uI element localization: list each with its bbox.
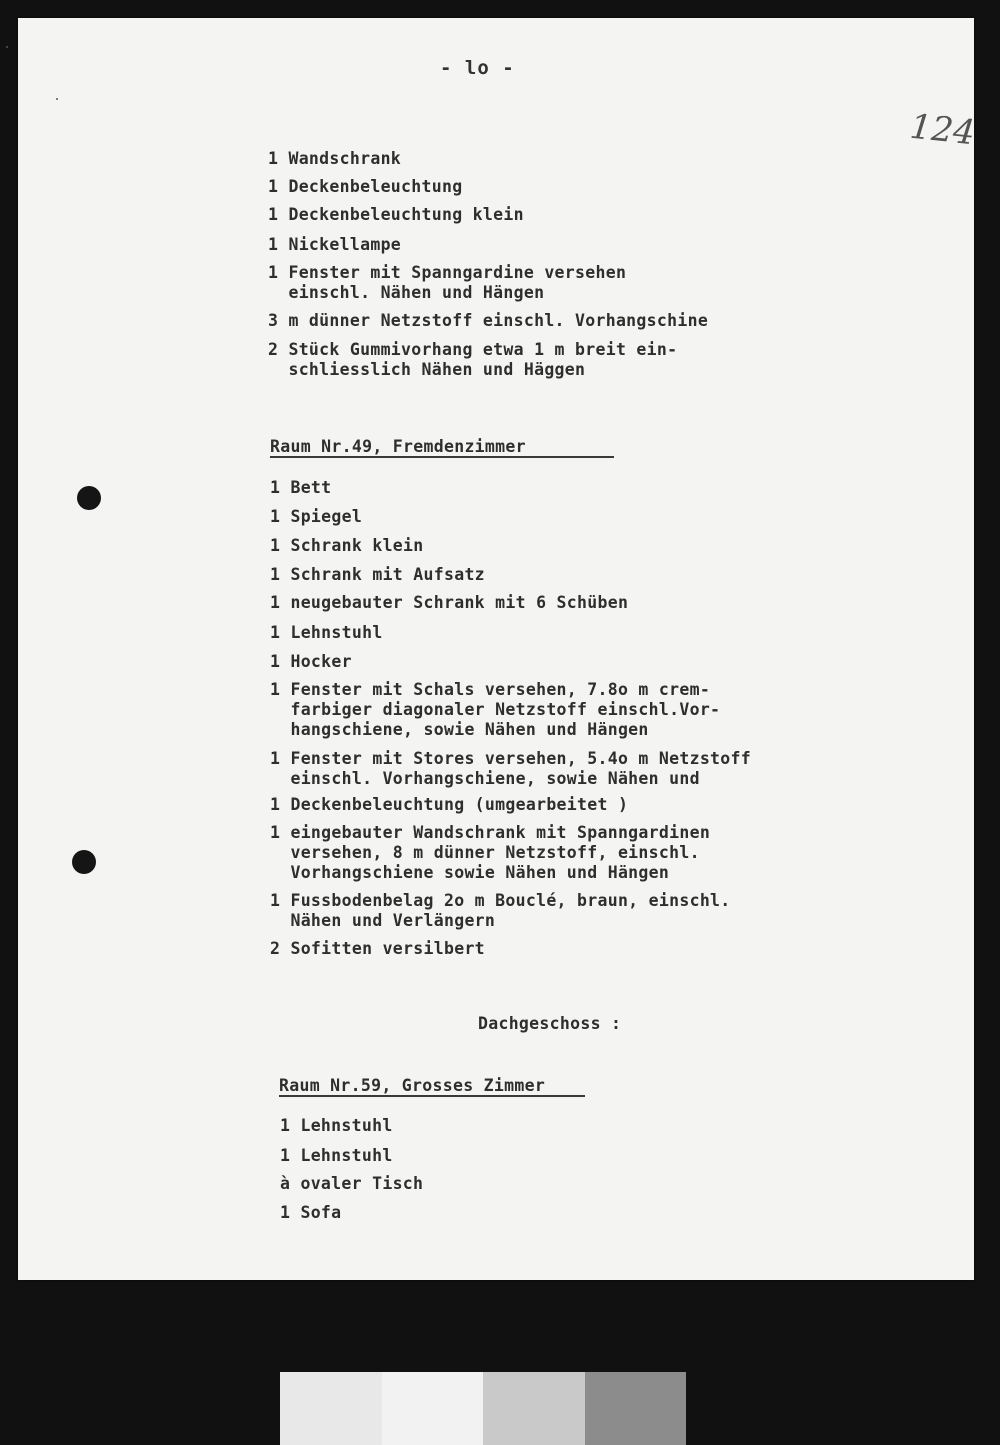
list-item: 1 Schrank mit Aufsatz [270, 565, 485, 584]
handwritten-folio-number: 124 [908, 106, 977, 154]
strip-swatch [483, 1372, 585, 1445]
floor-label: Dachgeschoss : [478, 1014, 622, 1033]
strip-swatch [585, 1372, 687, 1445]
list-item: 2 Sofitten versilbert [270, 939, 485, 958]
list-item: 1 Spiegel [270, 507, 363, 526]
page-number: - lo - [440, 57, 515, 79]
list-item-continuation: farbiger diagonaler Netzstoff einschl.Vor- [270, 700, 721, 719]
room-49-heading: Raum Nr.49, Fremdenzimmer [270, 437, 526, 456]
room-59-heading-underline [279, 1095, 585, 1097]
list-item: 1 eingebauter Wandschrank mit Spanngardinen [270, 823, 711, 842]
list-item: 1 Schrank klein [270, 536, 424, 555]
paper-speck [56, 98, 58, 100]
strip-swatch [382, 1372, 484, 1445]
list-item-continuation: Vorhangschiene sowie Nähen und Hängen [270, 863, 670, 882]
list-item: 1 Deckenbeleuchtung [268, 177, 463, 196]
list-item-continuation: einschl. Vorhangschiene, sowie Nähen und [270, 769, 700, 788]
list-item: 1 Fenster mit Spanngardine versehen [268, 263, 627, 282]
list-item: 1 Bett [270, 478, 332, 497]
list-item: 1 Sofa [280, 1203, 342, 1222]
list-item: 1 Lehnstuhl [280, 1116, 393, 1135]
list-item: 1 neugebauter Schrank mit 6 Schüben [270, 593, 629, 612]
room-59-heading: Raum Nr.59, Grosses Zimmer [279, 1076, 546, 1095]
list-item: 1 Lehnstuhl [280, 1146, 393, 1165]
list-item: 1 Nickellampe [268, 235, 402, 254]
list-item: 1 Deckenbeleuchtung (umgearbeitet ) [270, 795, 629, 814]
list-item-continuation: versehen, 8 m dünner Netzstoff, einschl. [270, 843, 700, 862]
paper-speck [6, 46, 8, 48]
list-item: 1 Fenster mit Stores versehen, 5.4o m Netzstoff [270, 749, 751, 768]
list-item: 1 Fussbodenbelag 2o m Bouclé, braun, einschl. [270, 891, 731, 910]
list-item: 1 Fenster mit Schals versehen, 7.8o m crem- [270, 680, 711, 699]
list-item-continuation: schliesslich Nähen und Häggen [268, 360, 586, 379]
list-item: 3 m dünner Netzstoff einschl. Vorhangschine [268, 311, 709, 330]
room-49-heading-underline [270, 456, 614, 458]
list-item: 1 Deckenbeleuchtung klein [268, 205, 524, 224]
list-item: 2 Stück Gummivorhang etwa 1 m breit ein- [268, 340, 678, 359]
list-item: 1 Lehnstuhl [270, 623, 383, 642]
list-item-continuation: hangschiene, sowie Nähen und Hängen [270, 720, 649, 739]
punch-hole-icon [72, 850, 96, 874]
strip-swatch [280, 1372, 382, 1445]
grayscale-calibration-strip [280, 1372, 686, 1445]
list-item-continuation: Nähen und Verlängern [270, 911, 496, 930]
list-item: 1 Wandschrank [268, 149, 402, 168]
punch-hole-icon [77, 486, 101, 510]
list-item-continuation: einschl. Nähen und Hängen [268, 283, 545, 302]
list-item: à ovaler Tisch [280, 1174, 424, 1193]
list-item: 1 Hocker [270, 652, 352, 671]
